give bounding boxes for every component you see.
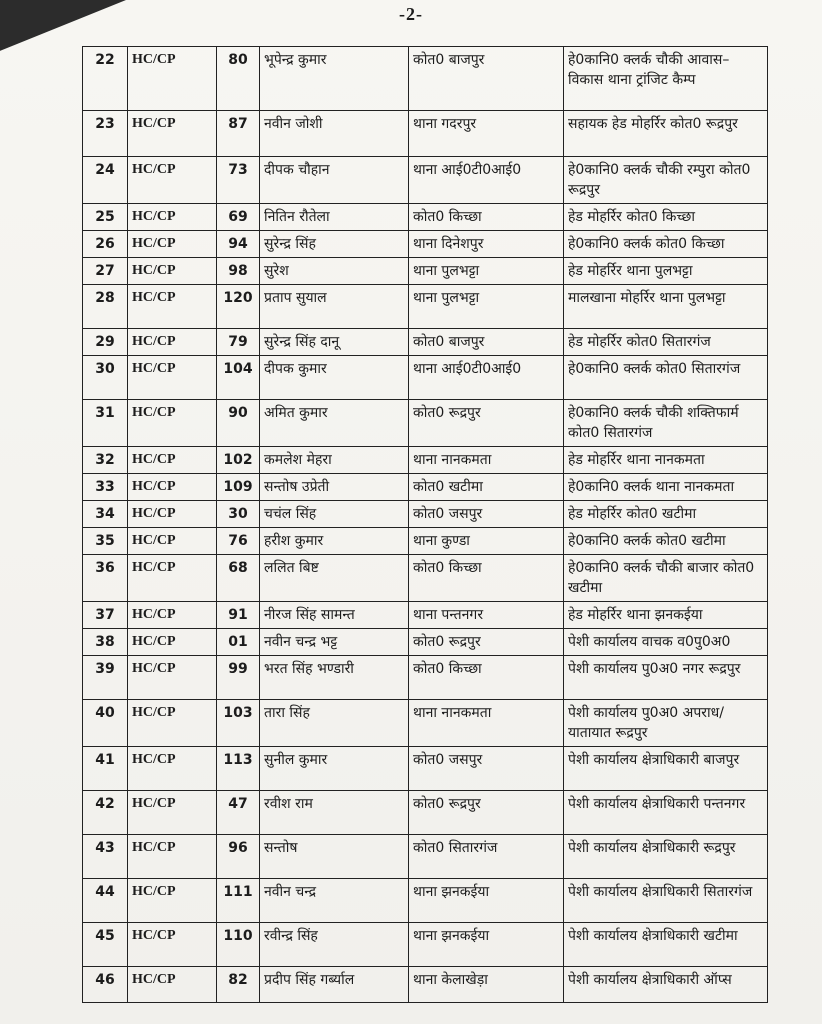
table-row [83,329,768,356]
table-row [83,501,768,528]
table-row [83,528,768,555]
officer-name-cell: सुरेश [260,258,409,285]
serial-number-cell: 40 [83,700,128,747]
current-posting-cell: थाना नानकमता [409,700,564,747]
current-posting-cell: कोत0 रूद्रपुर [409,400,564,447]
rank-cell: HC/CP [128,447,217,474]
officer-name-cell: हरीश कुमार [260,528,409,555]
rank-cell: HC/CP [128,400,217,447]
serial-number-cell: 32 [83,447,128,474]
officer-name-cell: सन्तोष उप्रेती [260,474,409,501]
table-row [83,629,768,656]
officer-name-cell: अमित कुमार [260,400,409,447]
serial-number-cell: 23 [83,111,128,157]
serial-number-cell: 25 [83,204,128,231]
table-row [83,157,768,204]
new-posting-cell: हेड मोहर्रिर थाना पुलभट्टा [564,258,768,285]
new-posting-cell: हेड मोहर्रिर थाना झनकईया [564,602,768,629]
officer-name-cell: भूपेन्द्र कुमार [260,47,409,111]
serial-number-cell: 46 [83,967,128,1003]
new-posting-cell: मालखाना मोहर्रिर थाना पुलभट्टा [564,285,768,329]
officer-name-cell: सुनील कुमार [260,747,409,791]
serial-number-cell: 29 [83,329,128,356]
current-posting-cell: थाना गदरपुर [409,111,564,157]
serial-number-cell: 28 [83,285,128,329]
officer-name-cell: चचंल सिंह [260,501,409,528]
serial-number-cell: 44 [83,879,128,923]
rank-cell: HC/CP [128,923,217,967]
officer-name-cell: भरत सिंह भण्डारी [260,656,409,700]
new-posting-cell: सहायक हेड मोहर्रिर कोत0 रूद्रपुर [564,111,768,157]
serial-number-cell: 22 [83,47,128,111]
current-posting-cell: थाना केलाखेड़ा [409,967,564,1003]
transfer-roster-table [82,46,768,1003]
table-row [83,791,768,835]
current-posting-cell: थाना पुलभट्टा [409,258,564,285]
badge-number-cell: 98 [217,258,260,285]
table-row [83,747,768,791]
new-posting-cell: हे0कानि0 क्लर्क चौकी आवास–विकास थाना ट्रांजिट कैम्प [564,47,768,111]
badge-number-cell: 91 [217,602,260,629]
current-posting-cell: कोत0 रूद्रपुर [409,791,564,835]
serial-number-cell: 31 [83,400,128,447]
current-posting-cell: कोत0 रूद्रपुर [409,629,564,656]
roster-body [83,47,768,1003]
current-posting-cell: कोत0 बाजपुर [409,47,564,111]
badge-number-cell: 82 [217,967,260,1003]
officer-name-cell: ललित बिष्ट [260,555,409,602]
rank-cell: HC/CP [128,879,217,923]
table-row [83,447,768,474]
new-posting-cell: हेड मोहर्रिर कोत0 किच्छा [564,204,768,231]
table-row [83,656,768,700]
new-posting-cell: पेशी कार्यालय पु0अ0 अपराध/यातायात रूद्रपुर [564,700,768,747]
officer-name-cell: नवीन चन्द्र [260,879,409,923]
rank-cell: HC/CP [128,967,217,1003]
rank-cell: HC/CP [128,501,217,528]
current-posting-cell: थाना नानकमता [409,447,564,474]
rank-cell: HC/CP [128,835,217,879]
serial-number-cell: 34 [83,501,128,528]
badge-number-cell: 69 [217,204,260,231]
badge-number-cell: 96 [217,835,260,879]
current-posting-cell: थाना कुण्डा [409,528,564,555]
rank-cell: HC/CP [128,204,217,231]
serial-number-cell: 30 [83,356,128,400]
current-posting-cell: कोत0 खटीमा [409,474,564,501]
officer-name-cell: सुरेन्द्र सिंह दानू [260,329,409,356]
new-posting-cell: हे0कानि0 क्लर्क चौकी रम्पुरा कोत0 रूद्रपुर [564,157,768,204]
new-posting-cell: पेशी कार्यालय वाचक व0पु0अ0 [564,629,768,656]
rank-cell: HC/CP [128,791,217,835]
officer-name-cell: नवीन जोशी [260,111,409,157]
table-row [83,923,768,967]
badge-number-cell: 109 [217,474,260,501]
new-posting-cell: हेड मोहर्रिर कोत0 खटीमा [564,501,768,528]
current-posting-cell: थाना आई0टी0आई0 [409,157,564,204]
officer-name-cell: दीपक चौहान [260,157,409,204]
table-row [83,231,768,258]
badge-number-cell: 01 [217,629,260,656]
badge-number-cell: 76 [217,528,260,555]
serial-number-cell: 43 [83,835,128,879]
new-posting-cell: हे0कानि0 क्लर्क कोत0 किच्छा [564,231,768,258]
officer-name-cell: नीरज सिंह सामन्त [260,602,409,629]
serial-number-cell: 26 [83,231,128,258]
serial-number-cell: 42 [83,791,128,835]
new-posting-cell: पेशी कार्यालय क्षेत्राधिकारी ऑप्स [564,967,768,1003]
serial-number-cell: 39 [83,656,128,700]
table-row [83,204,768,231]
rank-cell: HC/CP [128,602,217,629]
current-posting-cell: कोत0 किच्छा [409,204,564,231]
badge-number-cell: 73 [217,157,260,204]
table-row [83,474,768,501]
current-posting-cell: कोत0 जसपुर [409,747,564,791]
serial-number-cell: 45 [83,923,128,967]
badge-number-cell: 94 [217,231,260,258]
new-posting-cell: पेशी कार्यालय क्षेत्राधिकारी रूद्रपुर [564,835,768,879]
table-row [83,111,768,157]
current-posting-cell: थाना पुलभट्टा [409,285,564,329]
badge-number-cell: 104 [217,356,260,400]
officer-name-cell: नितिन रौतेला [260,204,409,231]
rank-cell: HC/CP [128,528,217,555]
table-row [83,400,768,447]
rank-cell: HC/CP [128,747,217,791]
badge-number-cell: 111 [217,879,260,923]
officer-name-cell: रवीन्द्र सिंह [260,923,409,967]
table-row [83,258,768,285]
officer-name-cell: प्रदीप सिंह गर्ब्याल [260,967,409,1003]
serial-number-cell: 27 [83,258,128,285]
table-row [83,879,768,923]
table-row [83,835,768,879]
table-row [83,356,768,400]
new-posting-cell: हे0कानि0 क्लर्क चौकी बाजार कोत0 खटीमा [564,555,768,602]
table-row [83,967,768,1003]
page-number: -2- [399,4,423,24]
badge-number-cell: 99 [217,656,260,700]
rank-cell: HC/CP [128,356,217,400]
rank-cell: HC/CP [128,231,217,258]
current-posting-cell: कोत0 जसपुर [409,501,564,528]
serial-number-cell: 38 [83,629,128,656]
badge-number-cell: 113 [217,747,260,791]
current-posting-cell: कोत0 किच्छा [409,656,564,700]
rank-cell: HC/CP [128,474,217,501]
new-posting-cell: हे0कानि0 क्लर्क कोत0 सितारगंज [564,356,768,400]
current-posting-cell: थाना झनकईया [409,923,564,967]
badge-number-cell: 47 [217,791,260,835]
table-row [83,47,768,111]
officer-name-cell: तारा सिंह [260,700,409,747]
officer-name-cell: सुरेन्द्र सिंह [260,231,409,258]
badge-number-cell: 87 [217,111,260,157]
rank-cell: HC/CP [128,555,217,602]
current-posting-cell: थाना दिनेशपुर [409,231,564,258]
current-posting-cell: कोत0 बाजपुर [409,329,564,356]
new-posting-cell: हे0कानि0 क्लर्क थाना नानकमता [564,474,768,501]
new-posting-cell: पेशी कार्यालय क्षेत्राधिकारी बाजपुर [564,747,768,791]
new-posting-cell: पेशी कार्यालय क्षेत्राधिकारी सितारगंज [564,879,768,923]
new-posting-cell: पेशी कार्यालय क्षेत्राधिकारी पन्तनगर [564,791,768,835]
officer-name-cell: रवीश राम [260,791,409,835]
rank-cell: HC/CP [128,157,217,204]
table-row [83,285,768,329]
officer-name-cell: प्रताप सुयाल [260,285,409,329]
rank-cell: HC/CP [128,656,217,700]
rank-cell: HC/CP [128,629,217,656]
current-posting-cell: कोत0 किच्छा [409,555,564,602]
badge-number-cell: 30 [217,501,260,528]
serial-number-cell: 36 [83,555,128,602]
badge-number-cell: 103 [217,700,260,747]
new-posting-cell: पेशी कार्यालय क्षेत्राधिकारी खटीमा [564,923,768,967]
officer-name-cell: दीपक कुमार [260,356,409,400]
badge-number-cell: 110 [217,923,260,967]
rank-cell: HC/CP [128,700,217,747]
officer-name-cell: नवीन चन्द्र भट्ट [260,629,409,656]
new-posting-cell: पेशी कार्यालय पु0अ0 नगर रूद्रपुर [564,656,768,700]
rank-cell: HC/CP [128,258,217,285]
officer-name-cell: कमलेश मेहरा [260,447,409,474]
table-row [83,602,768,629]
badge-number-cell: 120 [217,285,260,329]
badge-number-cell: 80 [217,47,260,111]
serial-number-cell: 35 [83,528,128,555]
current-posting-cell: थाना आई0टी0आई0 [409,356,564,400]
current-posting-cell: थाना पन्तनगर [409,602,564,629]
serial-number-cell: 24 [83,157,128,204]
new-posting-cell: हे0कानि0 क्लर्क चौकी शक्तिफार्म कोत0 सितारगंज [564,400,768,447]
serial-number-cell: 41 [83,747,128,791]
current-posting-cell: कोत0 सितारगंज [409,835,564,879]
badge-number-cell: 79 [217,329,260,356]
serial-number-cell: 33 [83,474,128,501]
current-posting-cell: थाना झनकईया [409,879,564,923]
badge-number-cell: 102 [217,447,260,474]
new-posting-cell: हेड मोहर्रिर कोत0 सितारगंज [564,329,768,356]
rank-cell: HC/CP [128,111,217,157]
serial-number-cell: 37 [83,602,128,629]
rank-cell: HC/CP [128,285,217,329]
table-row [83,700,768,747]
badge-number-cell: 90 [217,400,260,447]
rank-cell: HC/CP [128,47,217,111]
officer-name-cell: सन्तोष [260,835,409,879]
rank-cell: HC/CP [128,329,217,356]
badge-number-cell: 68 [217,555,260,602]
new-posting-cell: हे0कानि0 क्लर्क कोत0 खटीमा [564,528,768,555]
table-row [83,555,768,602]
new-posting-cell: हेड मोहर्रिर थाना नानकमता [564,447,768,474]
